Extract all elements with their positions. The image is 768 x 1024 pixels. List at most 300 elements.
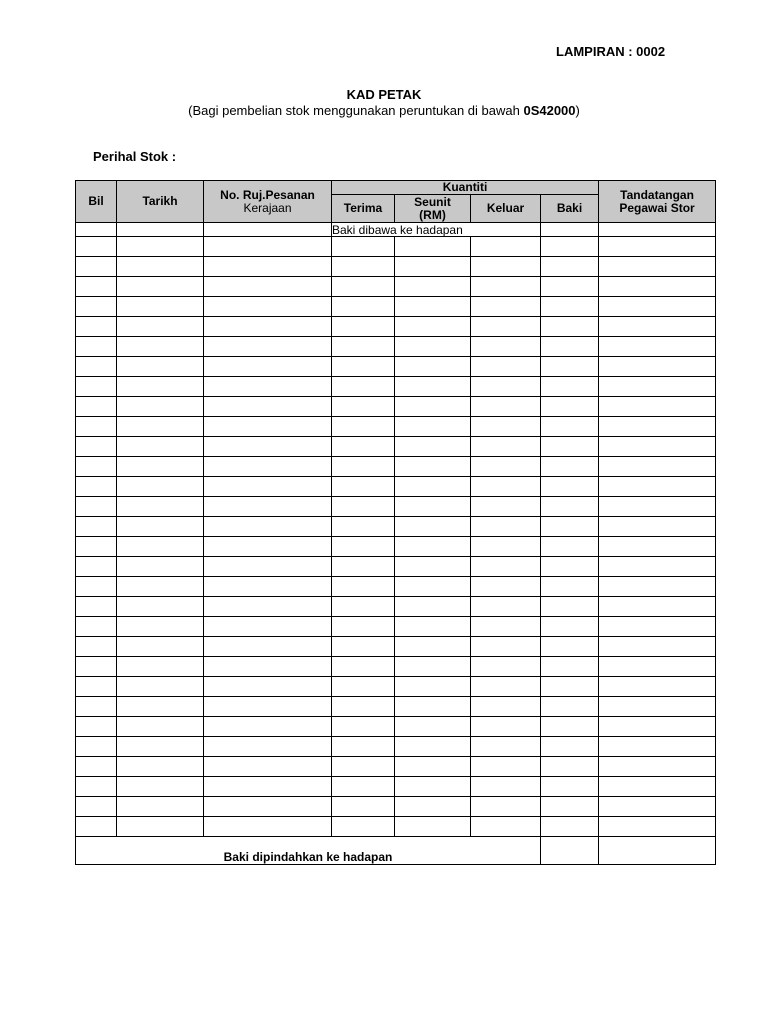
cell-tarikh[interactable]	[117, 577, 204, 597]
cell-no-ruj[interactable]	[204, 577, 332, 597]
header-row-1	[76, 181, 716, 195]
cell-baki[interactable]	[541, 637, 599, 657]
cell-tarikh[interactable]	[117, 437, 204, 457]
cell-bil[interactable]	[76, 317, 117, 337]
cell-tandatangan[interactable]	[599, 237, 716, 257]
cell-terima[interactable]	[332, 237, 395, 257]
cell-baki[interactable]	[541, 223, 599, 237]
cell-tandatangan[interactable]	[599, 597, 716, 617]
cell-no-ruj[interactable]	[204, 597, 332, 617]
cell-terima[interactable]	[332, 617, 395, 637]
header-kuantiti: Kuantiti	[332, 181, 599, 195]
cell-seunit[interactable]	[395, 497, 471, 517]
cell-bil[interactable]	[76, 257, 117, 277]
cell-baki[interactable]	[541, 537, 599, 557]
cell-bil[interactable]	[76, 657, 117, 677]
cell-bil[interactable]	[76, 797, 117, 817]
cell-terima[interactable]	[332, 297, 395, 317]
table-row	[76, 317, 716, 337]
cell-keluar[interactable]	[471, 357, 541, 377]
cell-no-ruj[interactable]	[204, 457, 332, 477]
cell-no-ruj[interactable]	[204, 317, 332, 337]
table-row	[76, 497, 716, 517]
cell-no-ruj[interactable]	[204, 277, 332, 297]
cell-bil[interactable]	[76, 497, 117, 517]
cell-tarikh[interactable]	[117, 557, 204, 577]
table-row-carry-over	[76, 837, 716, 865]
cell-tarikh[interactable]	[117, 657, 204, 677]
cell-tarikh[interactable]	[117, 337, 204, 357]
cell-tandatangan[interactable]	[599, 737, 716, 757]
table-row	[76, 757, 716, 777]
stock-card-table	[75, 180, 716, 865]
cell-seunit[interactable]	[395, 437, 471, 457]
cell-tarikh[interactable]	[117, 277, 204, 297]
cell-seunit[interactable]	[395, 597, 471, 617]
cell-tarikh[interactable]	[117, 223, 204, 237]
cell-no-ruj[interactable]	[204, 223, 332, 237]
cell-tandatangan[interactable]	[599, 557, 716, 577]
cell-baki[interactable]	[541, 357, 599, 377]
cell-baki[interactable]	[541, 277, 599, 297]
cell-tandatangan[interactable]	[599, 397, 716, 417]
header-seunit	[395, 195, 471, 223]
cell-terima[interactable]	[332, 777, 395, 797]
cell-tarikh[interactable]	[117, 477, 204, 497]
cell-baki-total[interactable]	[541, 837, 599, 865]
cell-terima[interactable]	[332, 457, 395, 477]
cell-bil[interactable]	[76, 357, 117, 377]
cell-no-ruj[interactable]	[204, 237, 332, 257]
header-tandatangan-line1: Tandatangan	[620, 187, 694, 202]
cell-baki[interactable]	[541, 457, 599, 477]
table-row	[76, 397, 716, 417]
cell-tandatangan[interactable]	[599, 757, 716, 777]
cell-bil[interactable]	[76, 297, 117, 317]
cell-baki[interactable]	[541, 577, 599, 597]
header-baki: Baki	[541, 195, 599, 223]
cell-no-ruj[interactable]	[204, 417, 332, 437]
cell-no-ruj[interactable]	[204, 357, 332, 377]
cell-tarikh[interactable]	[117, 677, 204, 697]
cell-baki[interactable]	[541, 697, 599, 717]
cell-terima[interactable]	[332, 317, 395, 337]
header-terima: Terima	[332, 195, 395, 223]
cell-tarikh[interactable]	[117, 597, 204, 617]
cell-seunit[interactable]	[395, 417, 471, 437]
cell-terima[interactable]	[332, 417, 395, 437]
cell-tarikh[interactable]	[117, 777, 204, 797]
table-row	[76, 457, 716, 477]
cell-no-ruj[interactable]	[204, 257, 332, 277]
carry-over-label: Baki dipindahkan ke hadapan	[76, 837, 541, 865]
table-row	[76, 437, 716, 457]
cell-seunit[interactable]	[395, 697, 471, 717]
cell-bil[interactable]	[76, 437, 117, 457]
cell-keluar[interactable]	[471, 657, 541, 677]
cell-no-ruj[interactable]	[204, 557, 332, 577]
cell-no-ruj[interactable]	[204, 677, 332, 697]
cell-tandatangan[interactable]	[599, 377, 716, 397]
table-row	[76, 237, 716, 257]
cell-baki[interactable]	[541, 737, 599, 757]
cell-keluar[interactable]	[471, 737, 541, 757]
cell-tandatangan[interactable]	[599, 317, 716, 337]
cell-baki[interactable]	[541, 337, 599, 357]
cell-baki[interactable]	[541, 677, 599, 697]
cell-tandatangan[interactable]	[599, 777, 716, 797]
cell-seunit[interactable]	[395, 777, 471, 797]
cell-seunit[interactable]	[395, 257, 471, 277]
cell-terima[interactable]	[332, 797, 395, 817]
cell-tandatangan[interactable]	[599, 277, 716, 297]
cell-bil[interactable]	[76, 397, 117, 417]
document-title: KAD PETAK	[346, 87, 422, 102]
cell-keluar[interactable]	[471, 377, 541, 397]
table-row	[76, 617, 716, 637]
cell-terima[interactable]	[332, 637, 395, 657]
cell-tandatangan[interactable]	[599, 817, 716, 837]
cell-seunit[interactable]	[395, 557, 471, 577]
cell-keluar[interactable]	[471, 537, 541, 557]
cell-keluar[interactable]	[471, 437, 541, 457]
cell-tarikh[interactable]	[117, 797, 204, 817]
cell-bil[interactable]	[76, 617, 117, 637]
cell-tandatangan[interactable]	[599, 223, 716, 237]
cell-terima[interactable]	[332, 397, 395, 417]
cell-no-ruj[interactable]	[204, 297, 332, 317]
table-row	[76, 577, 716, 597]
cell-bil[interactable]	[76, 237, 117, 257]
cell-no-ruj[interactable]	[204, 697, 332, 717]
cell-tarikh[interactable]	[117, 497, 204, 517]
cell-tandatangan[interactable]	[599, 357, 716, 377]
cell-tarikh[interactable]	[117, 717, 204, 737]
cell-bil[interactable]	[76, 717, 117, 737]
cell-seunit[interactable]	[395, 317, 471, 337]
cell-terima[interactable]	[332, 577, 395, 597]
cell-keluar[interactable]	[471, 417, 541, 437]
cell-bil[interactable]	[76, 557, 117, 577]
cell-tarikh[interactable]	[117, 537, 204, 557]
table-row	[76, 777, 716, 797]
cell-keluar[interactable]	[471, 617, 541, 637]
cell-baki[interactable]	[541, 417, 599, 437]
cell-terima[interactable]	[332, 277, 395, 297]
cell-baki[interactable]	[541, 437, 599, 457]
cell-tandatangan[interactable]	[599, 697, 716, 717]
table-row	[76, 737, 716, 757]
cell-tarikh[interactable]	[117, 377, 204, 397]
cell-keluar[interactable]	[471, 557, 541, 577]
cell-bil[interactable]	[76, 517, 117, 537]
cell-no-ruj[interactable]	[204, 817, 332, 837]
cell-bil[interactable]	[76, 737, 117, 757]
table-row	[76, 277, 716, 297]
cell-baki[interactable]	[541, 317, 599, 337]
lampiran-label: LAMPIRAN : 0002	[556, 44, 666, 59]
cell-keluar[interactable]	[471, 717, 541, 737]
cell-seunit[interactable]	[395, 817, 471, 837]
cell-baki[interactable]	[541, 657, 599, 677]
cell-seunit[interactable]	[395, 717, 471, 737]
cell-terima[interactable]	[332, 697, 395, 717]
cell-no-ruj[interactable]	[204, 437, 332, 457]
cell-tandatangan[interactable]	[599, 417, 716, 437]
cell-seunit[interactable]	[395, 277, 471, 297]
cell-terima[interactable]	[332, 497, 395, 517]
cell-keluar[interactable]	[471, 597, 541, 617]
cell-bil[interactable]	[76, 377, 117, 397]
table-row	[76, 557, 716, 577]
cell-keluar[interactable]	[471, 677, 541, 697]
cell-seunit[interactable]	[395, 457, 471, 477]
cell-baki[interactable]	[541, 757, 599, 777]
cell-terima[interactable]	[332, 677, 395, 697]
cell-tarikh[interactable]	[117, 357, 204, 377]
cell-seunit[interactable]	[395, 677, 471, 697]
cell-tandatangan[interactable]	[599, 537, 716, 557]
cell-baki[interactable]	[541, 597, 599, 617]
table-row	[76, 637, 716, 657]
cell-terima[interactable]	[332, 477, 395, 497]
cell-tandatangan[interactable]	[599, 637, 716, 657]
cell-bil[interactable]	[76, 457, 117, 477]
table-row	[76, 377, 716, 397]
cell-tandatangan[interactable]	[599, 577, 716, 597]
cell-keluar[interactable]	[471, 777, 541, 797]
cell-tandatangan[interactable]	[599, 477, 716, 497]
subtitle-suffix: )	[575, 103, 580, 118]
cell-baki[interactable]	[541, 777, 599, 797]
cell-baki[interactable]	[541, 717, 599, 737]
table-row	[76, 537, 716, 557]
cell-no-ruj[interactable]	[204, 537, 332, 557]
subtitle-prefix: (Bagi pembelian stok menggunakan peruntukan di bawah	[188, 103, 524, 118]
cell-tarikh[interactable]	[117, 617, 204, 637]
cell-bil[interactable]	[76, 677, 117, 697]
cell-baki[interactable]	[541, 377, 599, 397]
cell-keluar[interactable]	[471, 277, 541, 297]
cell-tandatangan[interactable]	[599, 517, 716, 537]
cell-seunit[interactable]	[395, 397, 471, 417]
perihal-stok-label: Perihal Stok :	[93, 149, 177, 164]
cell-no-ruj[interactable]	[204, 797, 332, 817]
cell-no-ruj[interactable]	[204, 497, 332, 517]
cell-terima[interactable]	[332, 557, 395, 577]
cell-tandatangan-total[interactable]	[599, 837, 716, 865]
cell-bil[interactable]	[76, 477, 117, 497]
cell-keluar[interactable]	[471, 257, 541, 277]
cell-keluar[interactable]	[471, 237, 541, 257]
table-row	[76, 677, 716, 697]
cell-tarikh[interactable]	[117, 297, 204, 317]
cell-terima[interactable]	[332, 817, 395, 837]
cell-seunit[interactable]	[395, 297, 471, 317]
cell-baki[interactable]	[541, 257, 599, 277]
cell-no-ruj[interactable]	[204, 757, 332, 777]
cell-tandatangan[interactable]	[599, 297, 716, 317]
cell-seunit[interactable]	[395, 357, 471, 377]
cell-keluar[interactable]	[471, 757, 541, 777]
cell-keluar[interactable]	[471, 297, 541, 317]
table-row	[76, 297, 716, 317]
cell-tarikh[interactable]	[117, 737, 204, 757]
cell-terima[interactable]	[332, 717, 395, 737]
cell-tandatangan[interactable]	[599, 657, 716, 677]
cell-bil[interactable]	[76, 223, 117, 237]
cell-baki[interactable]	[541, 397, 599, 417]
cell-baki[interactable]	[541, 617, 599, 637]
cell-tandatangan[interactable]	[599, 437, 716, 457]
cell-terima[interactable]	[332, 597, 395, 617]
cell-terima[interactable]	[332, 257, 395, 277]
cell-no-ruj[interactable]	[204, 397, 332, 417]
cell-keluar[interactable]	[471, 397, 541, 417]
cell-no-ruj[interactable]	[204, 477, 332, 497]
cell-tandatangan[interactable]	[599, 497, 716, 517]
cell-keluar[interactable]	[471, 477, 541, 497]
cell-tarikh[interactable]	[117, 697, 204, 717]
cell-keluar[interactable]	[471, 637, 541, 657]
cell-bil[interactable]	[76, 817, 117, 837]
cell-no-ruj[interactable]	[204, 617, 332, 637]
cell-baki[interactable]	[541, 237, 599, 257]
cell-bil[interactable]	[76, 637, 117, 657]
cell-tarikh[interactable]	[117, 817, 204, 837]
cell-baki[interactable]	[541, 477, 599, 497]
cell-bil[interactable]	[76, 337, 117, 357]
cell-bil[interactable]	[76, 577, 117, 597]
cell-seunit[interactable]	[395, 737, 471, 757]
cell-seunit[interactable]	[395, 237, 471, 257]
cell-baki[interactable]	[541, 557, 599, 577]
cell-terima[interactable]	[332, 757, 395, 777]
cell-bil[interactable]	[76, 417, 117, 437]
cell-keluar[interactable]	[471, 817, 541, 837]
table-row	[76, 337, 716, 357]
cell-terima[interactable]	[332, 737, 395, 757]
cell-tandatangan[interactable]	[599, 257, 716, 277]
cell-seunit[interactable]	[395, 537, 471, 557]
cell-no-ruj[interactable]	[204, 777, 332, 797]
table-row-carry-forward	[76, 223, 716, 237]
cell-bil[interactable]	[76, 597, 117, 617]
header-tandatangan-line2: Pegawai Stor	[619, 200, 695, 215]
cell-terima[interactable]	[332, 537, 395, 557]
carry-forward-label: Baki dibawa ke hadapan	[332, 223, 541, 237]
header-bil: Bil	[76, 181, 117, 223]
cell-bil[interactable]	[76, 777, 117, 797]
cell-keluar[interactable]	[471, 517, 541, 537]
table-row	[76, 657, 716, 677]
cell-seunit[interactable]	[395, 477, 471, 497]
cell-terima[interactable]	[332, 377, 395, 397]
cell-bil[interactable]	[76, 537, 117, 557]
header-no-ruj-line1: No. Ruj.Pesanan	[220, 187, 315, 202]
cell-tarikh[interactable]	[117, 397, 204, 417]
cell-seunit[interactable]	[395, 797, 471, 817]
cell-baki[interactable]	[541, 497, 599, 517]
cell-terima[interactable]	[332, 517, 395, 537]
header-no-ruj-line2: Kerajaan	[243, 200, 292, 215]
cell-tandatangan[interactable]	[599, 717, 716, 737]
cell-tarikh[interactable]	[117, 317, 204, 337]
cell-bil[interactable]	[76, 757, 117, 777]
table-row	[76, 597, 716, 617]
cell-seunit[interactable]	[395, 637, 471, 657]
cell-keluar[interactable]	[471, 797, 541, 817]
cell-tarikh[interactable]	[117, 517, 204, 537]
cell-baki[interactable]	[541, 517, 599, 537]
cell-tandatangan[interactable]	[599, 797, 716, 817]
cell-keluar[interactable]	[471, 457, 541, 477]
cell-no-ruj[interactable]	[204, 517, 332, 537]
cell-tarikh[interactable]	[117, 257, 204, 277]
table-row	[76, 517, 716, 537]
cell-tarikh[interactable]	[117, 637, 204, 657]
table-row	[76, 817, 716, 837]
cell-baki[interactable]	[541, 297, 599, 317]
cell-seunit[interactable]	[395, 657, 471, 677]
cell-seunit[interactable]	[395, 517, 471, 537]
cell-keluar[interactable]	[471, 697, 541, 717]
cell-no-ruj[interactable]	[204, 337, 332, 357]
cell-keluar[interactable]	[471, 317, 541, 337]
cell-tandatangan[interactable]	[599, 677, 716, 697]
header-tandatangan	[599, 181, 716, 223]
table-row	[76, 477, 716, 497]
cell-bil[interactable]	[76, 697, 117, 717]
cell-terima[interactable]	[332, 337, 395, 357]
cell-no-ruj[interactable]	[204, 637, 332, 657]
header-tarikh: Tarikh	[117, 181, 204, 223]
cell-tarikh[interactable]	[117, 417, 204, 437]
cell-no-ruj[interactable]	[204, 717, 332, 737]
cell-tandatangan[interactable]	[599, 617, 716, 637]
cell-seunit[interactable]	[395, 377, 471, 397]
cell-terima[interactable]	[332, 657, 395, 677]
cell-no-ruj[interactable]	[204, 377, 332, 397]
cell-no-ruj[interactable]	[204, 737, 332, 757]
cell-no-ruj[interactable]	[204, 657, 332, 677]
header-keluar: Keluar	[471, 195, 541, 223]
cell-seunit[interactable]	[395, 757, 471, 777]
cell-tarikh[interactable]	[117, 757, 204, 777]
cell-baki[interactable]	[541, 797, 599, 817]
cell-terima[interactable]	[332, 357, 395, 377]
cell-tandatangan[interactable]	[599, 337, 716, 357]
table-row	[76, 417, 716, 437]
cell-keluar[interactable]	[471, 497, 541, 517]
cell-seunit[interactable]	[395, 337, 471, 357]
cell-baki[interactable]	[541, 817, 599, 837]
cell-tarikh[interactable]	[117, 457, 204, 477]
cell-bil[interactable]	[76, 277, 117, 297]
cell-keluar[interactable]	[471, 577, 541, 597]
table-row	[76, 697, 716, 717]
subtitle-code: 0S42000	[523, 103, 576, 118]
table-row	[76, 357, 716, 377]
cell-tarikh[interactable]	[117, 237, 204, 257]
cell-tandatangan[interactable]	[599, 457, 716, 477]
table-row	[76, 797, 716, 817]
cell-seunit[interactable]	[395, 617, 471, 637]
cell-terima[interactable]	[332, 437, 395, 457]
cell-keluar[interactable]	[471, 337, 541, 357]
cell-seunit[interactable]	[395, 577, 471, 597]
table-row	[76, 257, 716, 277]
